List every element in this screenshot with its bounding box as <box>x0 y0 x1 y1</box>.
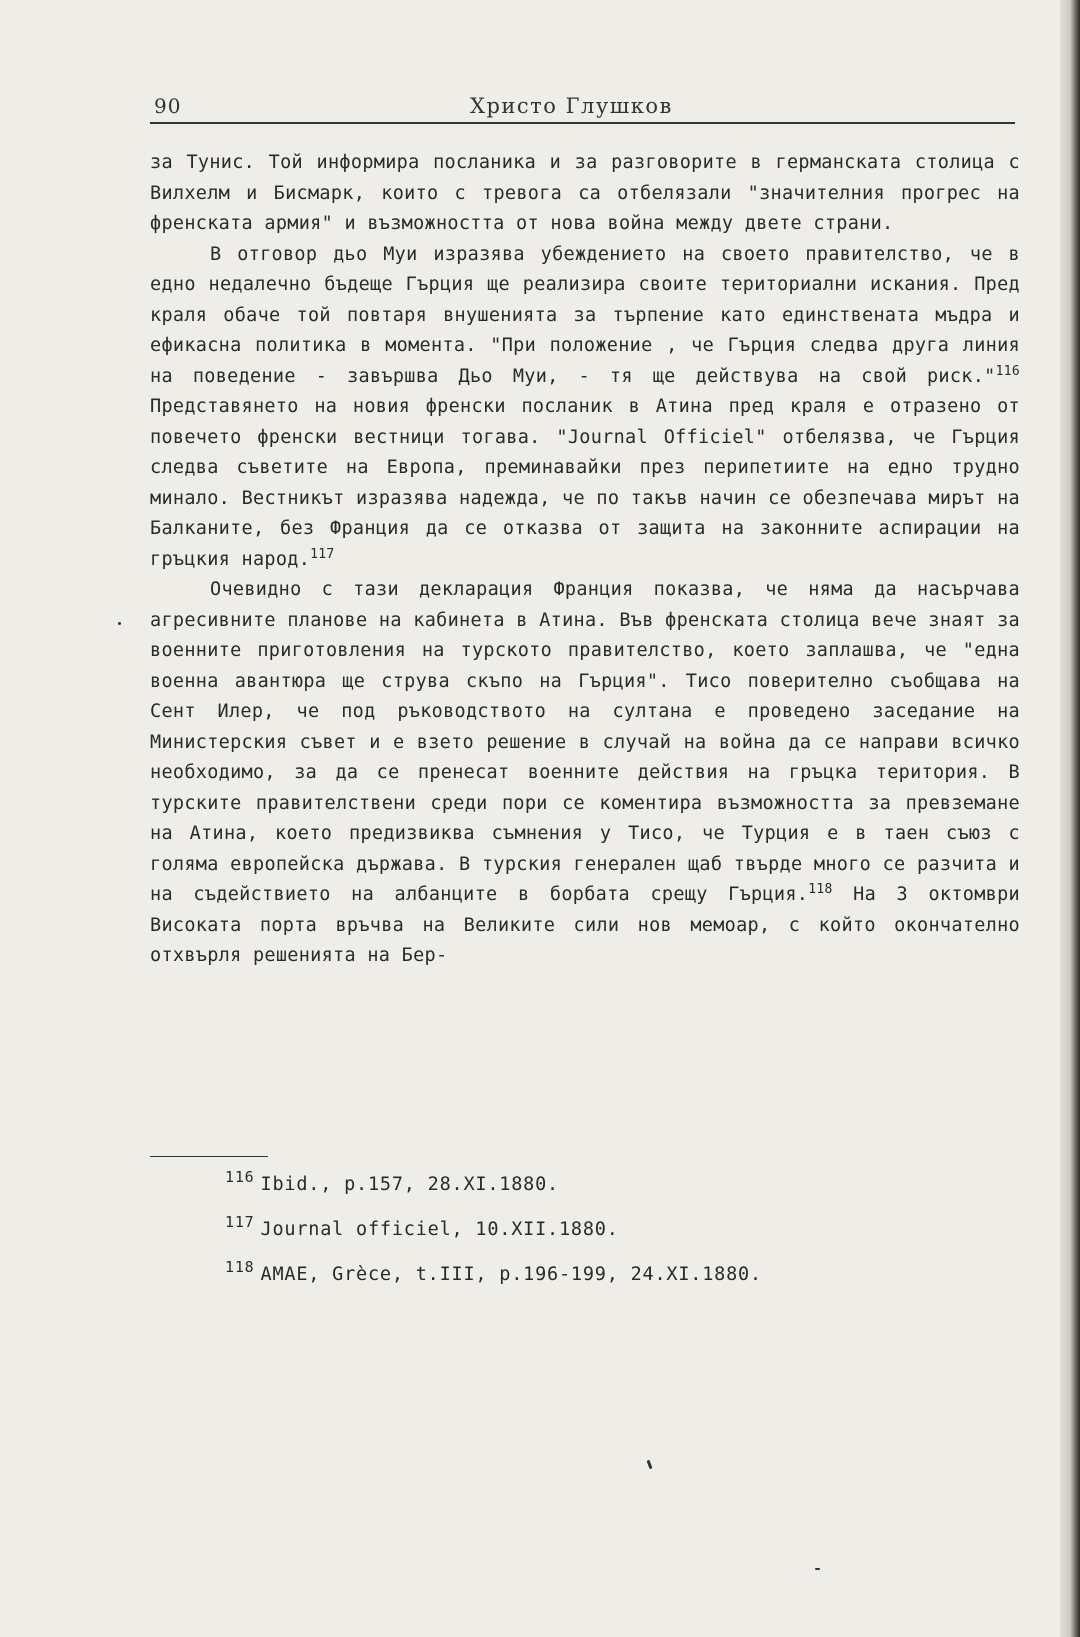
footnote-ref: 117 <box>310 546 335 562</box>
body-text <box>150 148 1020 972</box>
ink-speck <box>815 1568 820 1570</box>
footnote <box>225 1168 985 1213</box>
footnote-number: 117 <box>225 1213 255 1231</box>
footnote-text: Journal officiel, 10.XII.1880. <box>260 1219 619 1240</box>
footnote-number: 118 <box>225 1258 255 1276</box>
footnote-ref: 118 <box>808 882 833 897</box>
footnote-text: Ibid., p.157, 28.XI.1880. <box>260 1174 559 1195</box>
ink-speck <box>118 622 121 625</box>
footnote-divider <box>150 1156 268 1157</box>
footnote <box>225 1258 985 1303</box>
page-edge-shadow <box>1060 0 1080 1637</box>
paragraph: за Тунис. Той информира посланика и за разговорите в германската столица с Вилхелм и Бисмарк, които с тревога са отбелязали "значителния прогрес на френската армия" и възможността от нова война между двете страни. <box>150 152 1020 234</box>
paragraph: Очевидно с тази декларация Франция показва, че няма да насърчава агресивните планове на кабинета в Атина. Във френската столица вече знаят за военните приготовления на турското правителство, което заплашва, че "една военна авантюра ще струва скъпо на Гърция". Тисо поверително съобщава на Сент Илер, че под ръководството на султана е проведено заседание на Министерския съвет и е взето решение в случай на война да се направи всичко необходимо, за да се пренесат военните действия на гръцка територия. В турските правителствени среди пори се коментира възможността за превземане на Атина, което предизвиква съмнения у Тисо, че Турция е в таен съюз с голяма европейска държава. В турския генерален щаб твърде много се разчита и на съдействието на албанците в борбата срещу Гърция.$^{118}$ На 3 октомври Високата порта връчва на Великите сили нов мемоар, с който окончателно отхвърля решенията на Бер- <box>150 579 1020 966</box>
page-header <box>150 92 1015 124</box>
page-number: 90 <box>154 94 182 118</box>
ink-speck <box>647 1460 653 1469</box>
running-head: Христо Глушков <box>470 94 673 118</box>
paragraph: В отговор дьо Муи изразява убеждението на своето правителство, че в едно недалечно бъдеще Гърция ще реализира своите териториални искания. Пред краля обаче той повтаря внушенията за търпение като единствената мъдра и ефикасна политика в момента. "При положение , че Гърция следва друга линия на поведение - завършва Дьо Муи, - тя ще действува на свой риск."$^{116}$ Представянето на новия френски посланик в Атина пред краля е отразено от повечето френски вестници тогава. "Journal Officiel" отбелязва, че Гърция следва съветите на Европа, преминавайки през перипетиите на едно трудно минало. Вестникът изразява надежда, че по такъв начин се обезпечава мирът на Балканите, без Франция да се отказва от защита на законните аспирации на гръцкия народ.$^{117}$ <box>150 243 1020 570</box>
footnote-number: 116 <box>225 1168 255 1186</box>
footnote-ref: 116 <box>995 363 1020 379</box>
footnotes <box>225 1168 985 1303</box>
footnote <box>225 1213 985 1258</box>
footnote-text: AMAE, Grèce, t.III, p.196-199, 24.XI.1880. <box>260 1264 762 1285</box>
